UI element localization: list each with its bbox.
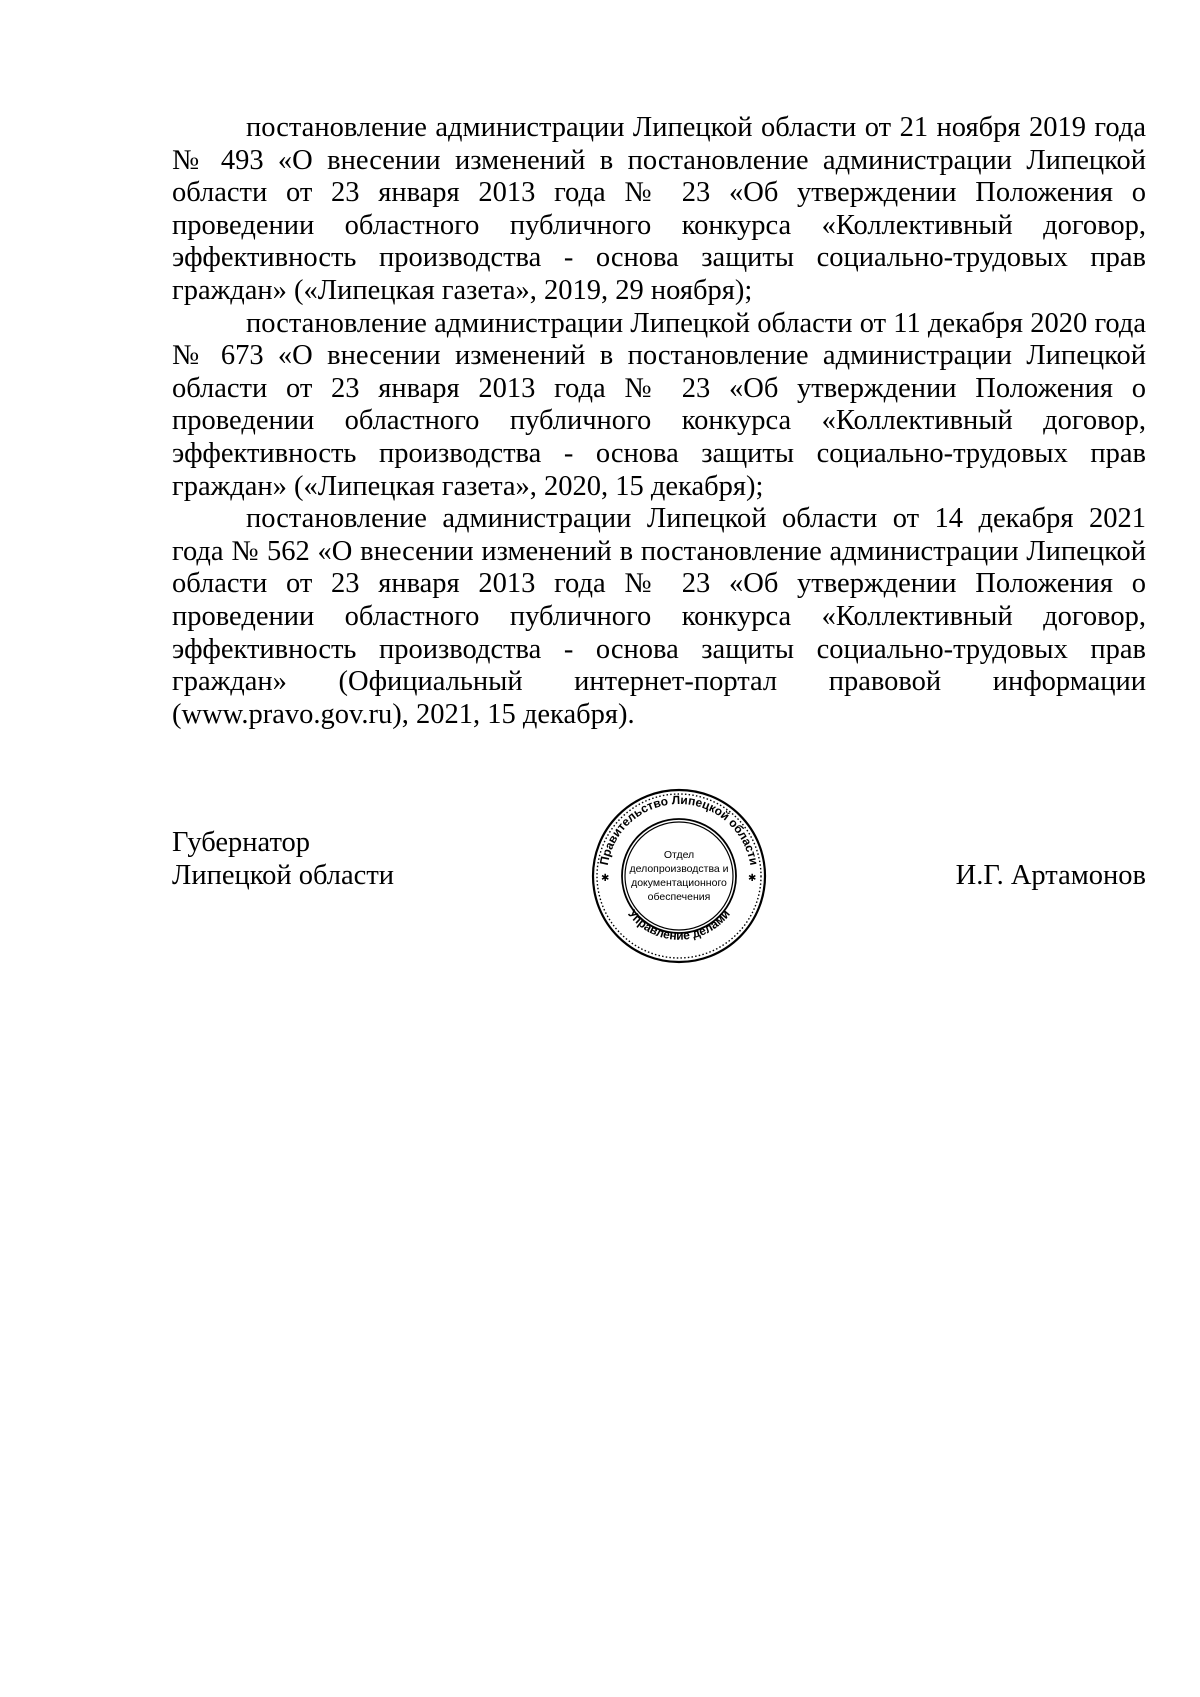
- stamp-star-left: ✱: [601, 873, 610, 884]
- official-stamp: [589, 786, 769, 966]
- stamp-inner-line-4: обеспечения: [647, 891, 711, 903]
- paragraph-1: постановление администрации Липецкой области от 21 ноября 2019 года № 493 «О внесении изменений в постановление администрации Липецкой области от 23 января 2013 года № 23 «Об утверждении Положения о проведении областного публичного конкурса «Коллективный договор, эффективность производства - основа защиты социально-трудовых прав граждан» («Липецкая газета», 2019, 29 ноября);: [172, 112, 1146, 306]
- signatory-position: [172, 826, 394, 892]
- stamp-outer-top-text: Правительство Липецкой области: [596, 792, 762, 867]
- paragraph-3: постановление администрации Липецкой области от 14 декабря 2021 года № 562 «О внесении изменений в постановление администрации Липецкой области от 23 января 2013 года № 23 «Об утверждении Положения о проведении областного публичного конкурса «Коллективный договор, эффективность производства - основа защиты социально-трудовых прав граждан» (Официальный интернет-портал правовой информации (www.pravo.gov.ru), 2021, 15 декабря).: [172, 503, 1146, 730]
- stamp-inner-line-2: делопроизводства и: [629, 863, 729, 875]
- stamp-star-right: ✱: [748, 873, 757, 884]
- signatory-name: И.Г. Артамонов: [955, 860, 1146, 891]
- stamp-inner-line-1: Отдел: [663, 849, 695, 861]
- paragraph-2: постановление администрации Липецкой области от 11 декабря 2020 года № 673 «О внесении изменений в постановление администрации Липецкой области от 23 января 2013 года № 23 «Об утверждении Положения о проведении областного публичного конкурса «Коллективный договор, эффективность производства - основа защиты социально-трудовых прав граждан» («Липецкая газета», 2020, 15 декабря);: [172, 307, 1146, 502]
- signatory-position-line-1: Губернатор: [172, 827, 311, 858]
- document-body: [172, 112, 1146, 731]
- signatory-position-line-2: Липецкой области: [172, 860, 395, 891]
- stamp-outer-bottom-text: Управление делами: [625, 906, 733, 943]
- stamp-inner-line-3: документационного: [631, 877, 727, 889]
